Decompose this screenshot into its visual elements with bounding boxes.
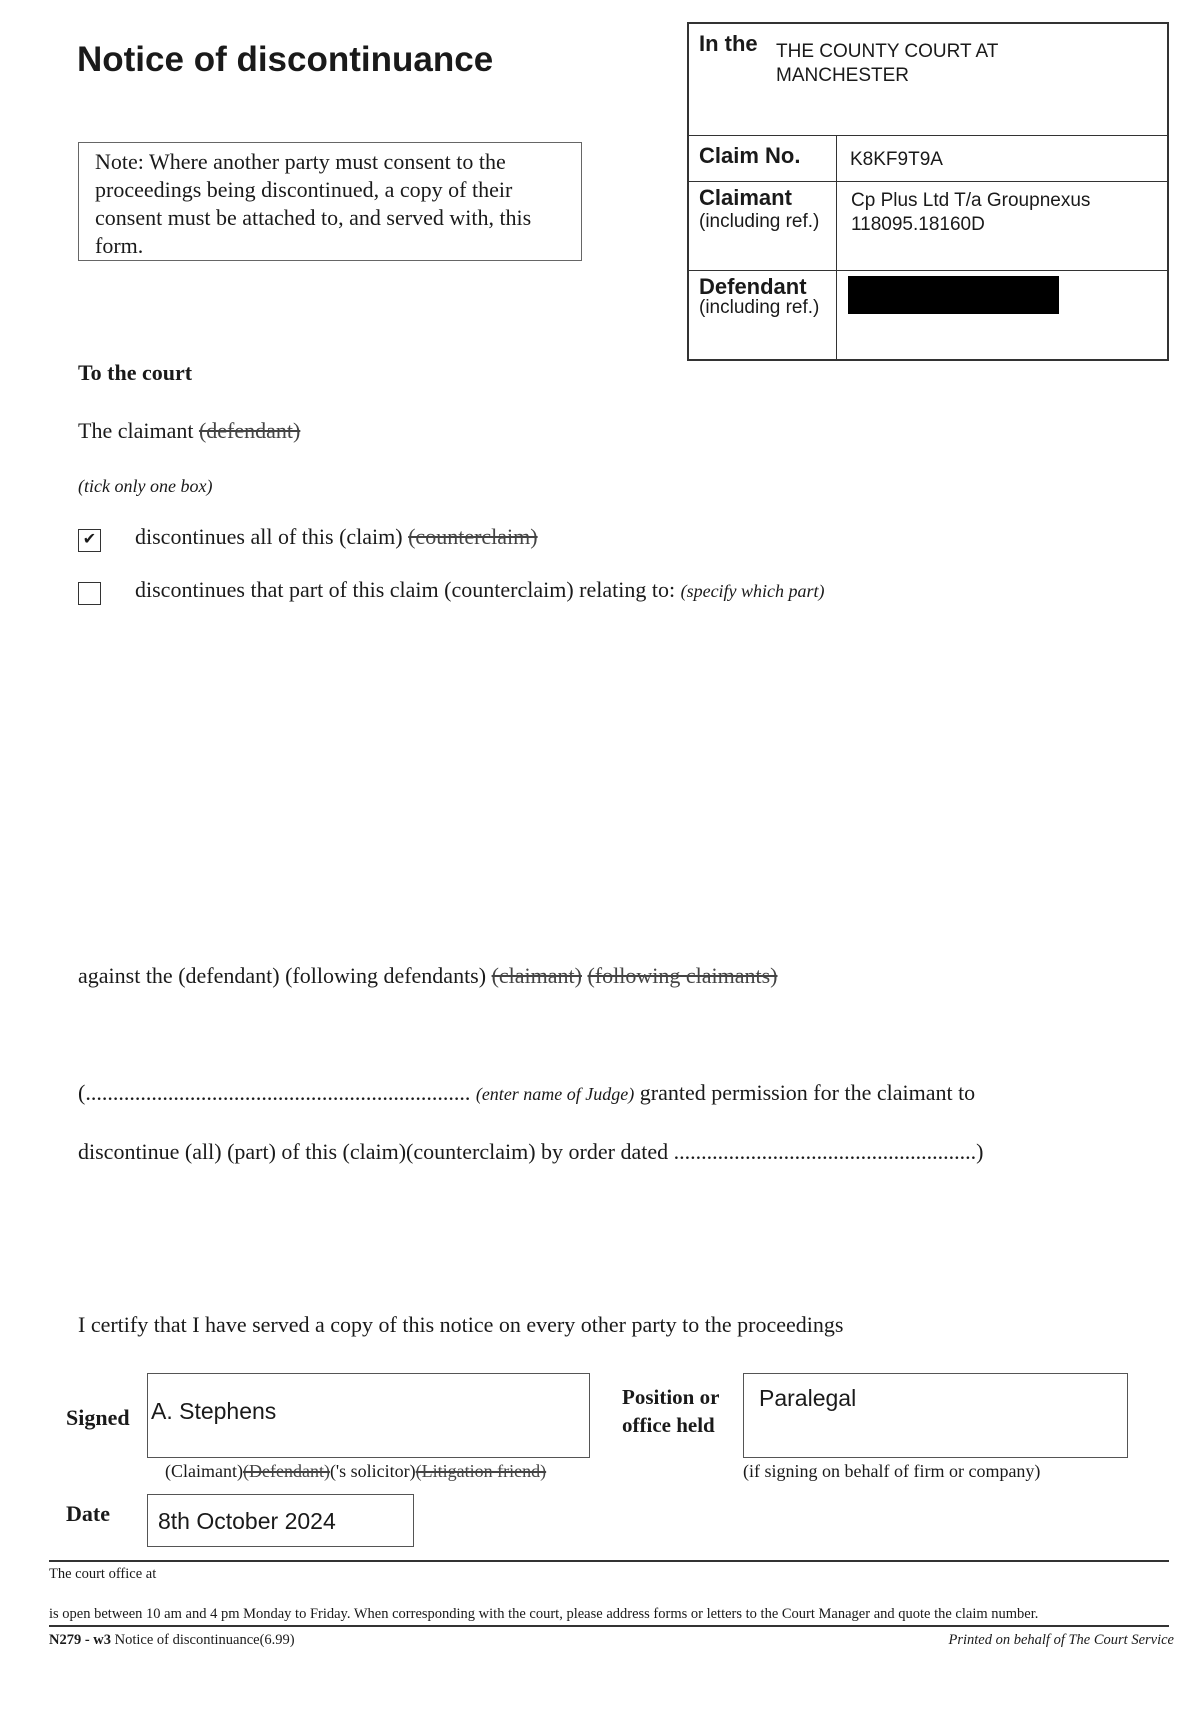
against-struck-claimant: (claimant) (491, 963, 582, 988)
certify-statement: I certify that I have served a copy of this notice on every other party to the proceedings (78, 1312, 844, 1337)
court-hours-text: is open between 10 am and 4 pm Monday to Friday. When corresponding with the court, please address forms or letters to the Court Manager and quote the claim number. (49, 1606, 1039, 1622)
footer-top-rule (49, 1560, 1169, 1562)
form-code: N279 - w3 (49, 1632, 112, 1648)
court-details-table (687, 22, 1169, 361)
role-solicitor: ('s solicitor) (329, 1461, 416, 1481)
against-struck-claimants: (following claimants) (587, 963, 778, 988)
against-line (78, 963, 778, 989)
date-label: Date (66, 1501, 110, 1526)
position-label (622, 1383, 719, 1439)
claimant-ref: 118095.18160D (851, 214, 985, 235)
date-field[interactable] (147, 1494, 414, 1547)
signatory-role-line (165, 1461, 546, 1482)
claimant-ref-label: (including ref.) (699, 211, 820, 232)
signature-value: A. Stephens (151, 1398, 277, 1424)
consent-note: Note: Where another party must consent to the proceedings being discontinued, a copy of their consent must be attached to, and served with, this form. (78, 142, 582, 261)
option-part-text: discontinues that part of this claim (counterclaim) relating to: (135, 577, 676, 602)
position-label-line1: Position or (622, 1385, 720, 1409)
form-name: Notice of discontinuance(6.99) (114, 1632, 295, 1648)
discontinue-part-checkbox[interactable] (78, 582, 101, 605)
in-the-label: In the (699, 31, 758, 56)
court-name-line1: THE COUNTY COURT AT (776, 41, 999, 62)
footer-bottom-rule (49, 1625, 1169, 1627)
role-litigation-friend-struck: (Litigation friend) (415, 1461, 547, 1481)
date-value: 8th October 2024 (158, 1508, 336, 1534)
claimant-struck: (defendant) (198, 418, 301, 443)
judge-dots: (...................................................................... (78, 1080, 471, 1105)
discontinue-all-checkbox[interactable]: ✔ (78, 529, 101, 552)
position-label-line2: office held (622, 1413, 715, 1437)
position-hint: (if signing on behalf of firm or company) (743, 1461, 1041, 1481)
defendant-ref-label: (including ref.) (699, 297, 820, 318)
printed-by: Printed on behalf of The Court Service (948, 1632, 1174, 1648)
court-name-line2: MANCHESTER (776, 65, 910, 86)
position-field[interactable] (743, 1373, 1128, 1458)
signed-label: Signed (66, 1405, 130, 1430)
claimant-text: The claimant (78, 418, 194, 443)
tick-note: (tick only one box) (78, 476, 213, 496)
position-value: Paralegal (759, 1385, 857, 1411)
claimant-name: Cp Plus Ltd T/a Groupnexus (851, 190, 1091, 211)
claim-no-label: Claim No. (699, 143, 801, 168)
court-office-label: The court office at (49, 1566, 157, 1582)
claimant-label: Claimant (699, 185, 792, 210)
form-code-line (49, 1632, 295, 1649)
form-title: Notice of discontinuance (77, 40, 494, 79)
signature-field[interactable] (147, 1373, 590, 1458)
claimant-line (78, 418, 300, 444)
against-text: against the (defendant) (following defendants) (78, 963, 487, 988)
judge-text: granted permission for the claimant to (639, 1080, 976, 1105)
option-all-line (135, 524, 538, 550)
discontinue-order-line: discontinue (all) (part) of this (claim)(counterclaim) by order dated .......................................................) (78, 1139, 984, 1164)
option-part-line (135, 577, 825, 603)
role-claimant: (Claimant) (165, 1461, 243, 1481)
defendant-redaction (848, 276, 1059, 314)
option-all-text: discontinues all of this (claim) (135, 524, 403, 549)
option-part-hint: (specify which part) (680, 581, 825, 601)
judge-hint: (enter name of Judge) (475, 1084, 635, 1104)
defendant-label: Defendant (699, 274, 807, 299)
to-the-court-heading: To the court (78, 360, 193, 385)
judge-line (78, 1080, 975, 1106)
claim-no-value: K8KF9T9A (850, 149, 943, 170)
role-defendant-struck: (Defendant) (242, 1461, 330, 1481)
option-all-struck: (counterclaim) (408, 524, 538, 549)
